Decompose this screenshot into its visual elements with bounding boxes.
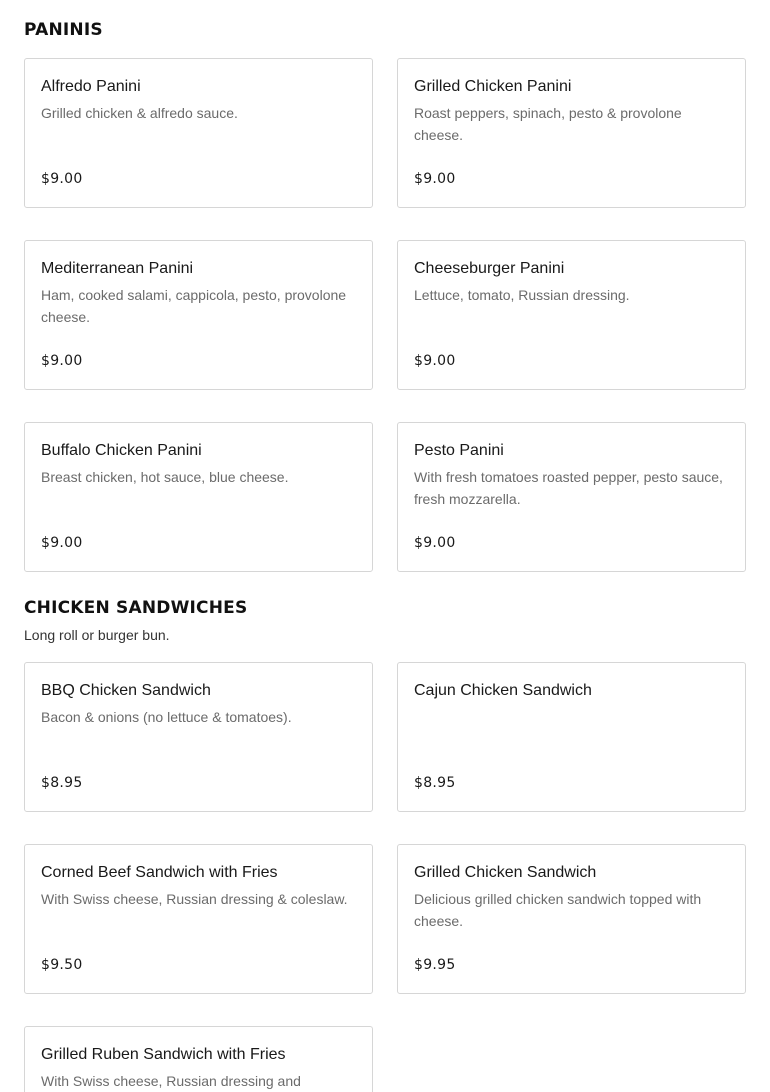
- menu-item-description: Breast chicken, hot sauce, blue cheese.: [41, 469, 289, 485]
- menu-item-description: Bacon & onions (no lettuce & tomatoes).: [41, 709, 292, 725]
- menu-item-price: $9.95: [414, 957, 456, 973]
- menu-item-price: $9.00: [41, 535, 83, 551]
- menu-item-price: $9.00: [41, 171, 83, 187]
- paninis-grid: [24, 58, 746, 572]
- menu-item-name: Corned Beef Sandwich with Fries: [41, 864, 278, 881]
- menu-item-name: Buffalo Chicken Panini: [41, 442, 202, 459]
- menu-item-name: Cheeseburger Panini: [414, 260, 565, 277]
- menu-item-card[interactable]: [24, 58, 373, 208]
- menu-item-price: $8.95: [414, 775, 456, 791]
- menu-item-name: Cajun Chicken Sandwich: [414, 682, 592, 699]
- menu-item-description: Grilled chicken & alfredo sauce.: [41, 105, 238, 121]
- menu-item-description: Roast peppers, spinach, pesto & provolone cheese.: [414, 105, 682, 143]
- menu-item-card[interactable]: [397, 844, 746, 994]
- menu-item-name: Grilled Chicken Panini: [414, 78, 572, 95]
- menu-item-card[interactable]: [397, 422, 746, 572]
- chicken-sandwiches-grid: [24, 662, 746, 1092]
- menu-item-card[interactable]: [24, 662, 373, 812]
- menu-item-price: $9.00: [414, 535, 456, 551]
- section-title-chicken-sandwiches: CHICKEN SANDWICHES: [24, 598, 248, 618]
- menu-item-name: Grilled Ruben Sandwich with Fries: [41, 1046, 286, 1063]
- menu-item-card[interactable]: [24, 844, 373, 994]
- menu-item-card[interactable]: [397, 662, 746, 812]
- section-description: Long roll or burger bun.: [24, 627, 170, 643]
- menu-item-name: Pesto Panini: [414, 442, 504, 459]
- menu-item-name: Alfredo Panini: [41, 78, 141, 95]
- menu-item-card[interactable]: [24, 422, 373, 572]
- menu-item-name: Grilled Chicken Sandwich: [414, 864, 597, 881]
- menu-item-price: $9.00: [41, 353, 83, 369]
- menu-item-price: $9.00: [414, 353, 456, 369]
- menu-item-description: Delicious grilled chicken sandwich topped with cheese.: [414, 891, 702, 929]
- menu-item-description: Ham, cooked salami, cappicola, pesto, provolone cheese.: [41, 287, 347, 325]
- section-title-paninis: PANINIS: [24, 20, 103, 40]
- menu-item-card[interactable]: [397, 240, 746, 390]
- menu-item-description: With Swiss cheese, Russian dressing and: [41, 1073, 301, 1089]
- menu-item-card[interactable]: [24, 1026, 373, 1092]
- menu-item-card[interactable]: [397, 58, 746, 208]
- menu-item-description: Lettuce, tomato, Russian dressing.: [414, 287, 630, 303]
- menu-item-price: $9.50: [41, 957, 83, 973]
- menu-item-card[interactable]: [24, 240, 373, 390]
- menu-item-name: Mediterranean Panini: [41, 260, 194, 277]
- menu-item-price: $8.95: [41, 775, 83, 791]
- menu-item-price: $9.00: [414, 171, 456, 187]
- menu-item-description: With Swiss cheese, Russian dressing & coleslaw.: [41, 891, 348, 907]
- menu-item-description: With fresh tomatoes roasted pepper, pesto sauce, fresh mozzarella.: [414, 469, 723, 507]
- menu-item-name: BBQ Chicken Sandwich: [41, 682, 211, 699]
